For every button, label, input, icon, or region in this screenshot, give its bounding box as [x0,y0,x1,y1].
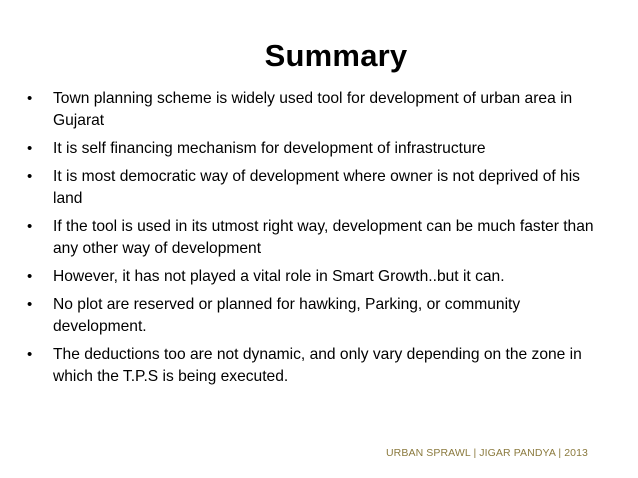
footer-credit: URBAN SPRAWL | JIGAR PANDYA | 2013 [386,447,588,459]
bullet-text: It is self financing mechanism for development of infrastructure [53,140,486,157]
bullet-marker: • [27,268,33,285]
bullet-text: However, it has not played a vital role in Smart Growth..but it can. [53,268,505,285]
bullet-item [26,344,606,388]
bullet-item [26,166,606,210]
bullet-text: It is most democratic way of development where owner is not deprived of his land [53,168,580,207]
bullet-marker: • [27,218,33,235]
bullet-item [26,294,606,338]
bullet-marker: • [27,296,33,313]
bullet-text: The deductions too are not dynamic, and only vary depending on the zone in which the T.P.S is being executed. [53,346,582,385]
bullet-item [26,138,606,160]
bullet-text: No plot are reserved or planned for hawking, Parking, or community development. [53,296,521,335]
bullet-list [26,88,606,394]
bullet-text: Town planning scheme is widely used tool for development of urban area in Gujarat [53,90,573,129]
bullet-marker: • [27,346,33,363]
bullet-marker: • [27,168,33,185]
bullet-item [26,266,606,288]
bullet-marker: • [27,140,33,157]
bullet-text: If the tool is used in its utmost right way, development can be much faster than any other way of development [53,218,594,257]
bullet-marker: • [27,90,33,107]
bullet-item [26,216,606,260]
slide-title: Summary [264,38,408,73]
bullet-item [26,88,606,132]
